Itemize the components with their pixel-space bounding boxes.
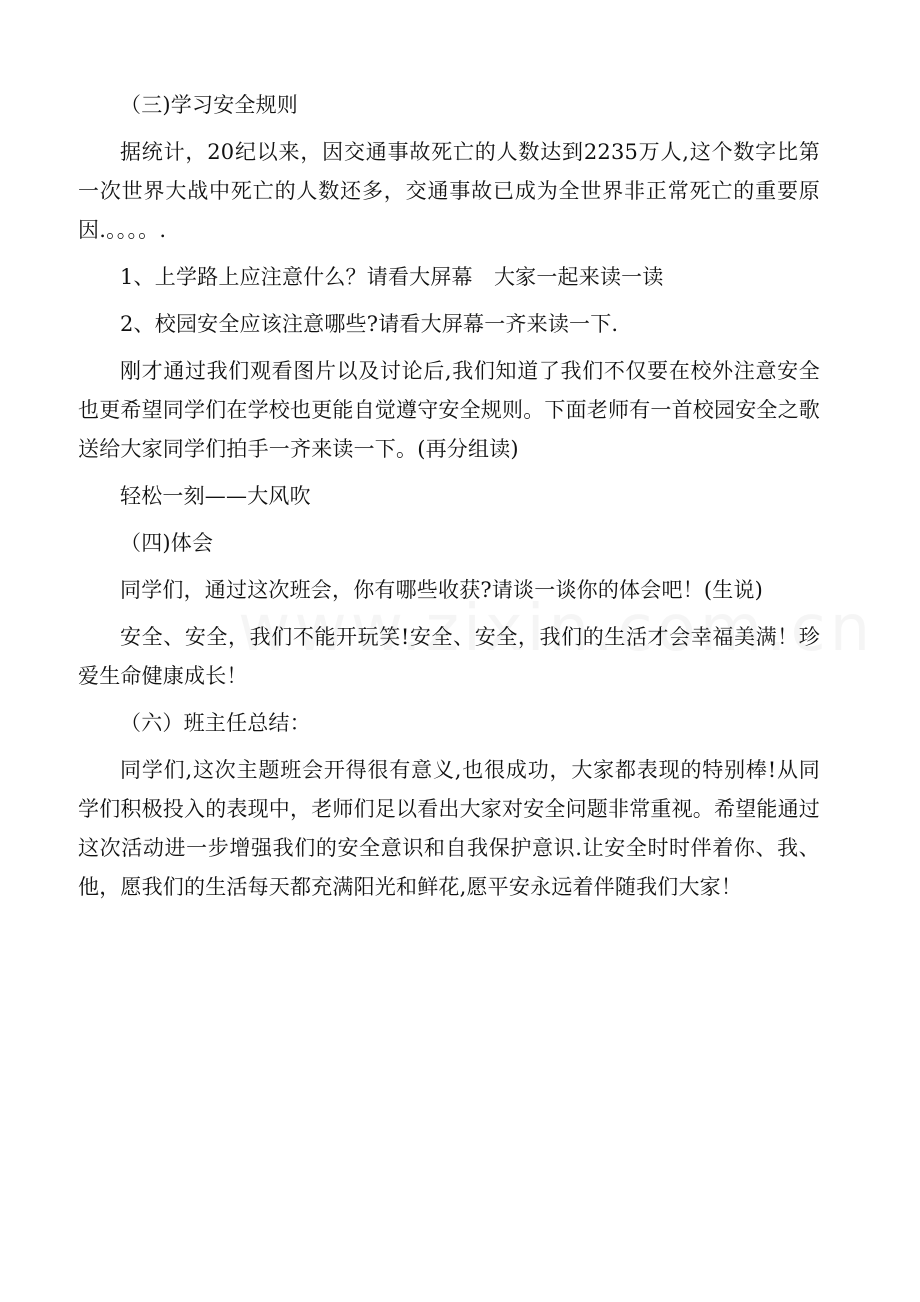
- paragraph-statistics: 据统计，20纪以来，因交通事故死亡的人数达到2235万人,这个数字比第一次世界大战中死亡的人数还多，交通事故已成为全世界非正常死亡的重要原因.。。。。.: [78, 140, 820, 242]
- paragraph-discussion: 刚才通过我们观看图片以及讨论后,我们知道了我们不仅要在校外注意安全也更希望同学们在学校也更能自觉遵守安全规则。下面老师有一首校园安全之歌送给大家同学们拍手一齐来读一下。(再分组读): [78, 359, 820, 461]
- paragraph-summary: 同学们,这次主题班会开得很有意义,也很成功，大家都表现的特别棒!从同学们积极投入的表现中，老师们足以看出大家对安全问题非常重视。希望能通过这次活动进一步增强我们的安全意识和自我保护意识.让安全时时伴着你、我、他，愿我们的生活每天都充满阳光和鲜花,愿平安永远着伴随我们大家！: [78, 758, 820, 899]
- paragraph-relax: 轻松一刻——大风吹: [120, 484, 311, 508]
- paragraph-safety-slogan: 安全、安全，我们不能开玩笑!安全、安全，我们的生活才会幸福美满！珍爱生命健康成长！: [78, 625, 820, 688]
- document-page: [78, 86, 820, 915]
- section-heading-four: （四)体会: [120, 531, 214, 555]
- list-item-1: 1、上学路上应注意什么？请看大屏幕 大家一起来读一读: [120, 265, 664, 289]
- paragraph-reflection: 同学们，通过这次班会，你有哪些收获?请谈一谈你的体会吧！(生说): [120, 578, 764, 602]
- section-heading-three: （三)学习安全规则: [120, 93, 298, 117]
- section-heading-six: （六）班主任总结：: [120, 711, 311, 735]
- list-item-2: 2、校园安全应该注意哪些?请看大屏幕一齐来读一下.: [120, 312, 619, 336]
